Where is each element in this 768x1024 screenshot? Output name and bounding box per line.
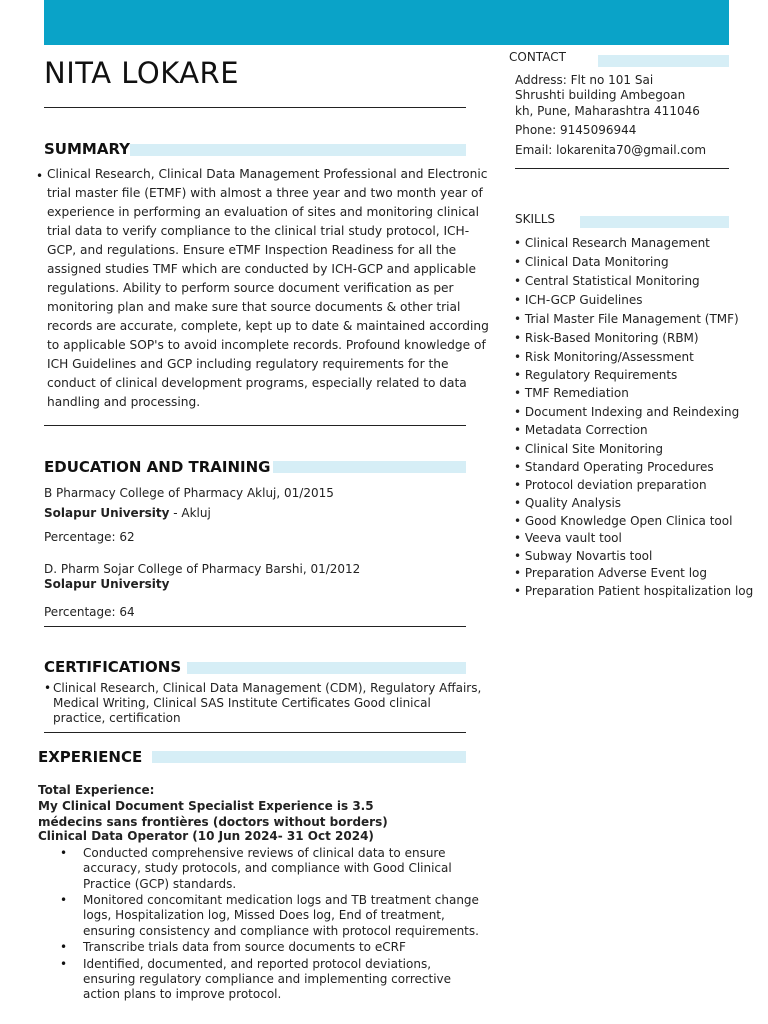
skill-item: • TMF Remediation <box>514 386 629 400</box>
contact-address-line: kh, Pune, Maharashtra 411046 <box>515 104 700 118</box>
skill-item: • Central Statistical Monitoring <box>514 274 700 288</box>
experience-bullet-line: ensuring consistency and compliance with protocol requirements. <box>83 923 479 938</box>
experience-role: Clinical Data Operator (10 Jun 2024- 31 Oct 2024) <box>38 829 374 843</box>
education-heading: EDUCATION AND TRAINING <box>44 458 271 476</box>
education-heading-band <box>273 461 466 473</box>
experience-bullet-line: Transcribe trials data from source documents to eCRF <box>83 940 406 955</box>
summary-line: trial master file (ETMF) with almost a three year and two month year of <box>47 186 483 200</box>
experience-bullet-line: logs, Hospitalization log, Missed Does log, End of treatment, <box>83 908 445 923</box>
experience-heading: EXPERIENCE <box>38 748 143 766</box>
experience-bullet-dot: • <box>60 893 68 908</box>
education-school-name: Solapur University <box>44 577 170 591</box>
contact-email: Email: lokarenita70@gmail.com <box>515 143 707 157</box>
name-divider <box>44 107 466 108</box>
experience-specialist: My Clinical Document Specialist Experience is 3.5 <box>38 799 374 813</box>
summary-line: trial data to verify compliance to the clinical trial study protocol, ICH- <box>47 224 470 238</box>
summary-line: ICH Guidelines and GCP including regulatory requirements for the <box>47 357 449 371</box>
skill-item: • Risk Monitoring/Assessment <box>514 350 694 364</box>
experience-bullet-dot: • <box>60 956 68 971</box>
summary-line: Clinical Research, Clinical Data Management Professional and Electronic <box>47 167 488 181</box>
summary-line: handling and processing. <box>47 395 201 409</box>
experience-organization: médecins sans frontières (doctors without borders) <box>38 815 388 829</box>
experience-bullet-dot: • <box>60 846 68 860</box>
education-school-name: Solapur University <box>44 506 170 520</box>
contact-heading: CONTACT <box>509 50 566 64</box>
skill-item: • Protocol deviation preparation <box>514 478 707 492</box>
contact-heading-band <box>598 55 729 67</box>
summary-line: GCP, and regulations. Ensure eTMF Inspection Readiness for all the <box>47 243 457 257</box>
skill-item: • Clinical Data Monitoring <box>514 255 669 269</box>
education-degree: B Pharmacy College of Pharmacy Akluj, 01/2015 <box>44 486 334 500</box>
skill-item: • ICH-GCP Guidelines <box>514 293 643 307</box>
skill-item: • Preparation Adverse Event log <box>514 566 707 580</box>
skill-item: • Clinical Research Management <box>514 236 710 250</box>
summary-heading: SUMMARY <box>44 140 131 158</box>
candidate-name: NITA LOKARE <box>44 56 240 90</box>
skill-item: • Regulatory Requirements <box>514 368 678 382</box>
experience-bullet-line: Practice (GCP) standards. <box>83 876 237 891</box>
skill-item: • Trial Master File Management (TMF) <box>514 312 739 326</box>
skill-item: • Standard Operating Procedures <box>514 460 714 474</box>
skill-item: • Clinical Site Monitoring <box>514 442 664 456</box>
experience-heading-band <box>152 751 466 763</box>
experience-bullet-line: accuracy, study protocols, and compliance with Good Clinical <box>83 861 452 876</box>
education-school <box>44 506 211 520</box>
skill-item: • Subway Novartis tool <box>514 549 653 563</box>
skill-item: • Preparation Patient hospitalization log <box>514 584 754 598</box>
skill-item: • Risk-Based Monitoring (RBM) <box>514 331 699 345</box>
summary-line: records are accurate, complete, kept up to date & maintained according <box>47 319 489 333</box>
experience-bullet-line: Conducted comprehensive reviews of clinical data to ensure <box>83 846 446 860</box>
skill-item: • Metadata Correction <box>514 423 648 437</box>
education-percentage: Percentage: 62 <box>44 530 135 544</box>
education-school-location: - Akluj <box>169 506 211 520</box>
summary-divider <box>44 425 466 426</box>
experience-bullet-line: Monitored concomitant medication logs and TB treatment change <box>83 893 479 908</box>
skills-heading: SKILLS <box>515 212 556 226</box>
skills-heading-band <box>580 216 729 228</box>
education-divider <box>44 626 466 627</box>
experience-bullet-line: action plans to improve protocol. <box>83 987 282 1002</box>
skill-item: • Document Indexing and Reindexing <box>514 405 740 419</box>
education-degree: D. Pharm Sojar College of Pharmacy Barshi, 01/2012 <box>44 562 361 576</box>
summary-heading-band <box>130 144 466 156</box>
certifications-line: Medical Writing, Clinical SAS Institute Certificates Good clinical <box>53 696 431 710</box>
skill-item: • Good Knowledge Open Clinica tool <box>514 514 733 528</box>
header-banner <box>44 0 729 45</box>
experience-total <box>38 783 154 797</box>
contact-phone: Phone: 9145096944 <box>515 123 637 137</box>
summary-line: monitoring plan and make sure that source documents & other trial <box>47 300 461 314</box>
summary-line: experience in performing an evaluation of sites and monitoring clinical <box>47 205 480 219</box>
summary-line: assigned studies TMF which are conducted by ICH-GCP and applicable <box>47 262 476 276</box>
summary-bullet: • <box>36 169 44 183</box>
certifications-bullet: • <box>44 681 52 695</box>
contact-address-line: Shrushti building Ambegoan <box>515 88 686 102</box>
experience-bullet-dot: • <box>60 940 68 955</box>
certifications-line: Clinical Research, Clinical Data Management (CDM), Regulatory Affairs, <box>53 681 482 695</box>
contact-address-line: Address: Flt no 101 Sai <box>515 73 654 87</box>
skill-item: • Veeva vault tool <box>514 531 622 545</box>
experience-bullet-line: ensuring regulatory compliance and implementing corrective <box>83 972 452 986</box>
summary-line: to applicable SOP's to avoid incomplete records. Profound knowledge of <box>47 338 486 352</box>
experience-total-label: Total Experience: <box>38 783 155 797</box>
certifications-line: practice, certification <box>53 711 181 725</box>
contact-divider <box>515 168 729 169</box>
summary-line: conduct of clinical development programs, especially related to data <box>47 376 467 390</box>
certifications-heading: CERTIFICATIONS <box>44 658 182 676</box>
experience-bullet-line: Identified, documented, and reported protocol deviations, <box>83 956 432 971</box>
certifications-divider <box>44 732 466 733</box>
summary-line: regulations. Ability to perform source document verification as per <box>47 281 454 295</box>
education-percentage: Percentage: 64 <box>44 605 135 619</box>
certifications-heading-band <box>187 662 466 674</box>
skill-item: • Quality Analysis <box>514 496 622 510</box>
